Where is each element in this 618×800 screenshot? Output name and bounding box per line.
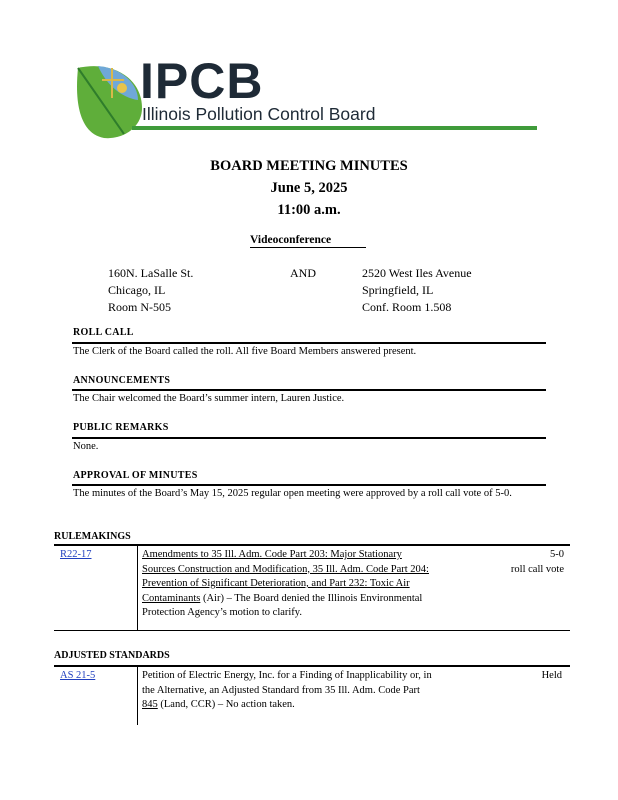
section-divider	[72, 389, 546, 391]
rulemaking-desc-line[interactable]: Sources Construction and Modification, 35 Ill. Adm. Code Part 204:	[142, 563, 429, 575]
table-top-rule	[54, 544, 570, 546]
vote-count: 5-0	[550, 549, 564, 560]
section-text-roll-call: The Clerk of the Board called the roll. All five Board Members answered present.	[73, 346, 417, 357]
table-bottom-rule	[54, 630, 570, 631]
section-text-public-remarks: None.	[73, 441, 99, 452]
section-heading-approval-of-minutes: APPROVAL OF MINUTES	[73, 470, 198, 481]
section-heading-adjusted-standards: ADJUSTED STANDARDS	[54, 650, 170, 661]
docket-link-as-21-5[interactable]: AS 21-5	[60, 670, 96, 681]
adjusted-desc-line	[142, 698, 482, 713]
section-divider	[72, 342, 546, 344]
location-left-line: Room N-505	[108, 300, 171, 314]
location-left	[108, 265, 193, 316]
ipcb-logo-subtitle: Illinois Pollution Control Board	[142, 104, 376, 124]
section-divider	[72, 437, 546, 439]
page-title: BOARD MEETING MINUTES	[210, 158, 408, 174]
rulemaking-desc-line[interactable]: Amendments to 35 Ill. Adm. Code Part 203: Major Stationary	[142, 549, 402, 560]
docket-link-r22-17[interactable]: R22-17	[60, 549, 92, 560]
table-column-divider	[137, 546, 138, 630]
adjusted-standard-description	[142, 669, 482, 713]
rulemaking-desc-rest: (Air) – The Board denied the Illinois Environmental	[202, 592, 423, 604]
section-heading-announcements: ANNOUNCEMENTS	[73, 375, 171, 386]
adjusted-standard-action: Held	[541, 670, 562, 681]
table-column-divider	[137, 667, 138, 725]
rulemaking-desc-line: Protection Agency’s motion to clarify.	[142, 607, 302, 618]
adjusted-desc-line: the Alternative, an Adjusted Standard from 35 Ill. Adm. Code Part	[142, 684, 420, 696]
adjusted-desc-rest: (Land, CCR) – No action taken.	[160, 699, 295, 710]
rulemaking-desc-link[interactable]: Contaminants	[142, 592, 201, 604]
location-and: AND	[290, 266, 316, 280]
adjusted-desc-link[interactable]: 845	[142, 699, 158, 710]
section-heading-roll-call: ROLL CALL	[73, 327, 134, 338]
meeting-time: 11:00 a.m.	[277, 202, 341, 218]
section-text-announcements: The Chair welcomed the Board’s summer intern, Lauren Justice.	[73, 393, 345, 404]
location-right	[362, 265, 472, 316]
rulemaking-description	[142, 548, 472, 621]
logo-underline	[132, 126, 537, 130]
location-right-line: Conf. Room 1.508	[362, 300, 452, 314]
location-right-line: Springfield, IL	[362, 283, 434, 297]
section-heading-rulemakings: RULEMAKINGS	[54, 531, 131, 542]
ipcb-logo-text: IPCB	[140, 53, 264, 109]
rulemaking-desc-line[interactable]: Prevention of Significant Deterioration, and Part 232: Toxic Air	[142, 578, 410, 589]
rulemaking-vote	[478, 548, 564, 577]
rulemaking-desc-line	[142, 592, 472, 607]
section-text-approval-of-minutes: The minutes of the Board’s May 15, 2025 regular open meeting were approved by a roll call vote of 5-0.	[73, 488, 512, 499]
adjusted-desc-line: Petition of Electric Energy, Inc. for a Finding of Inapplicability or, in	[142, 670, 432, 681]
section-divider	[72, 484, 546, 486]
table-top-rule	[54, 665, 570, 667]
location-right-line: 2520 West Iles Avenue	[362, 266, 472, 280]
meeting-venue: Videoconference	[250, 233, 366, 248]
location-left-line: 160N. LaSalle St.	[108, 266, 194, 280]
location-left-line: Chicago, IL	[108, 283, 166, 297]
meeting-date: June 5, 2025	[270, 180, 348, 196]
vote-type: roll call vote	[510, 563, 564, 575]
section-heading-public-remarks: PUBLIC REMARKS	[73, 422, 169, 433]
